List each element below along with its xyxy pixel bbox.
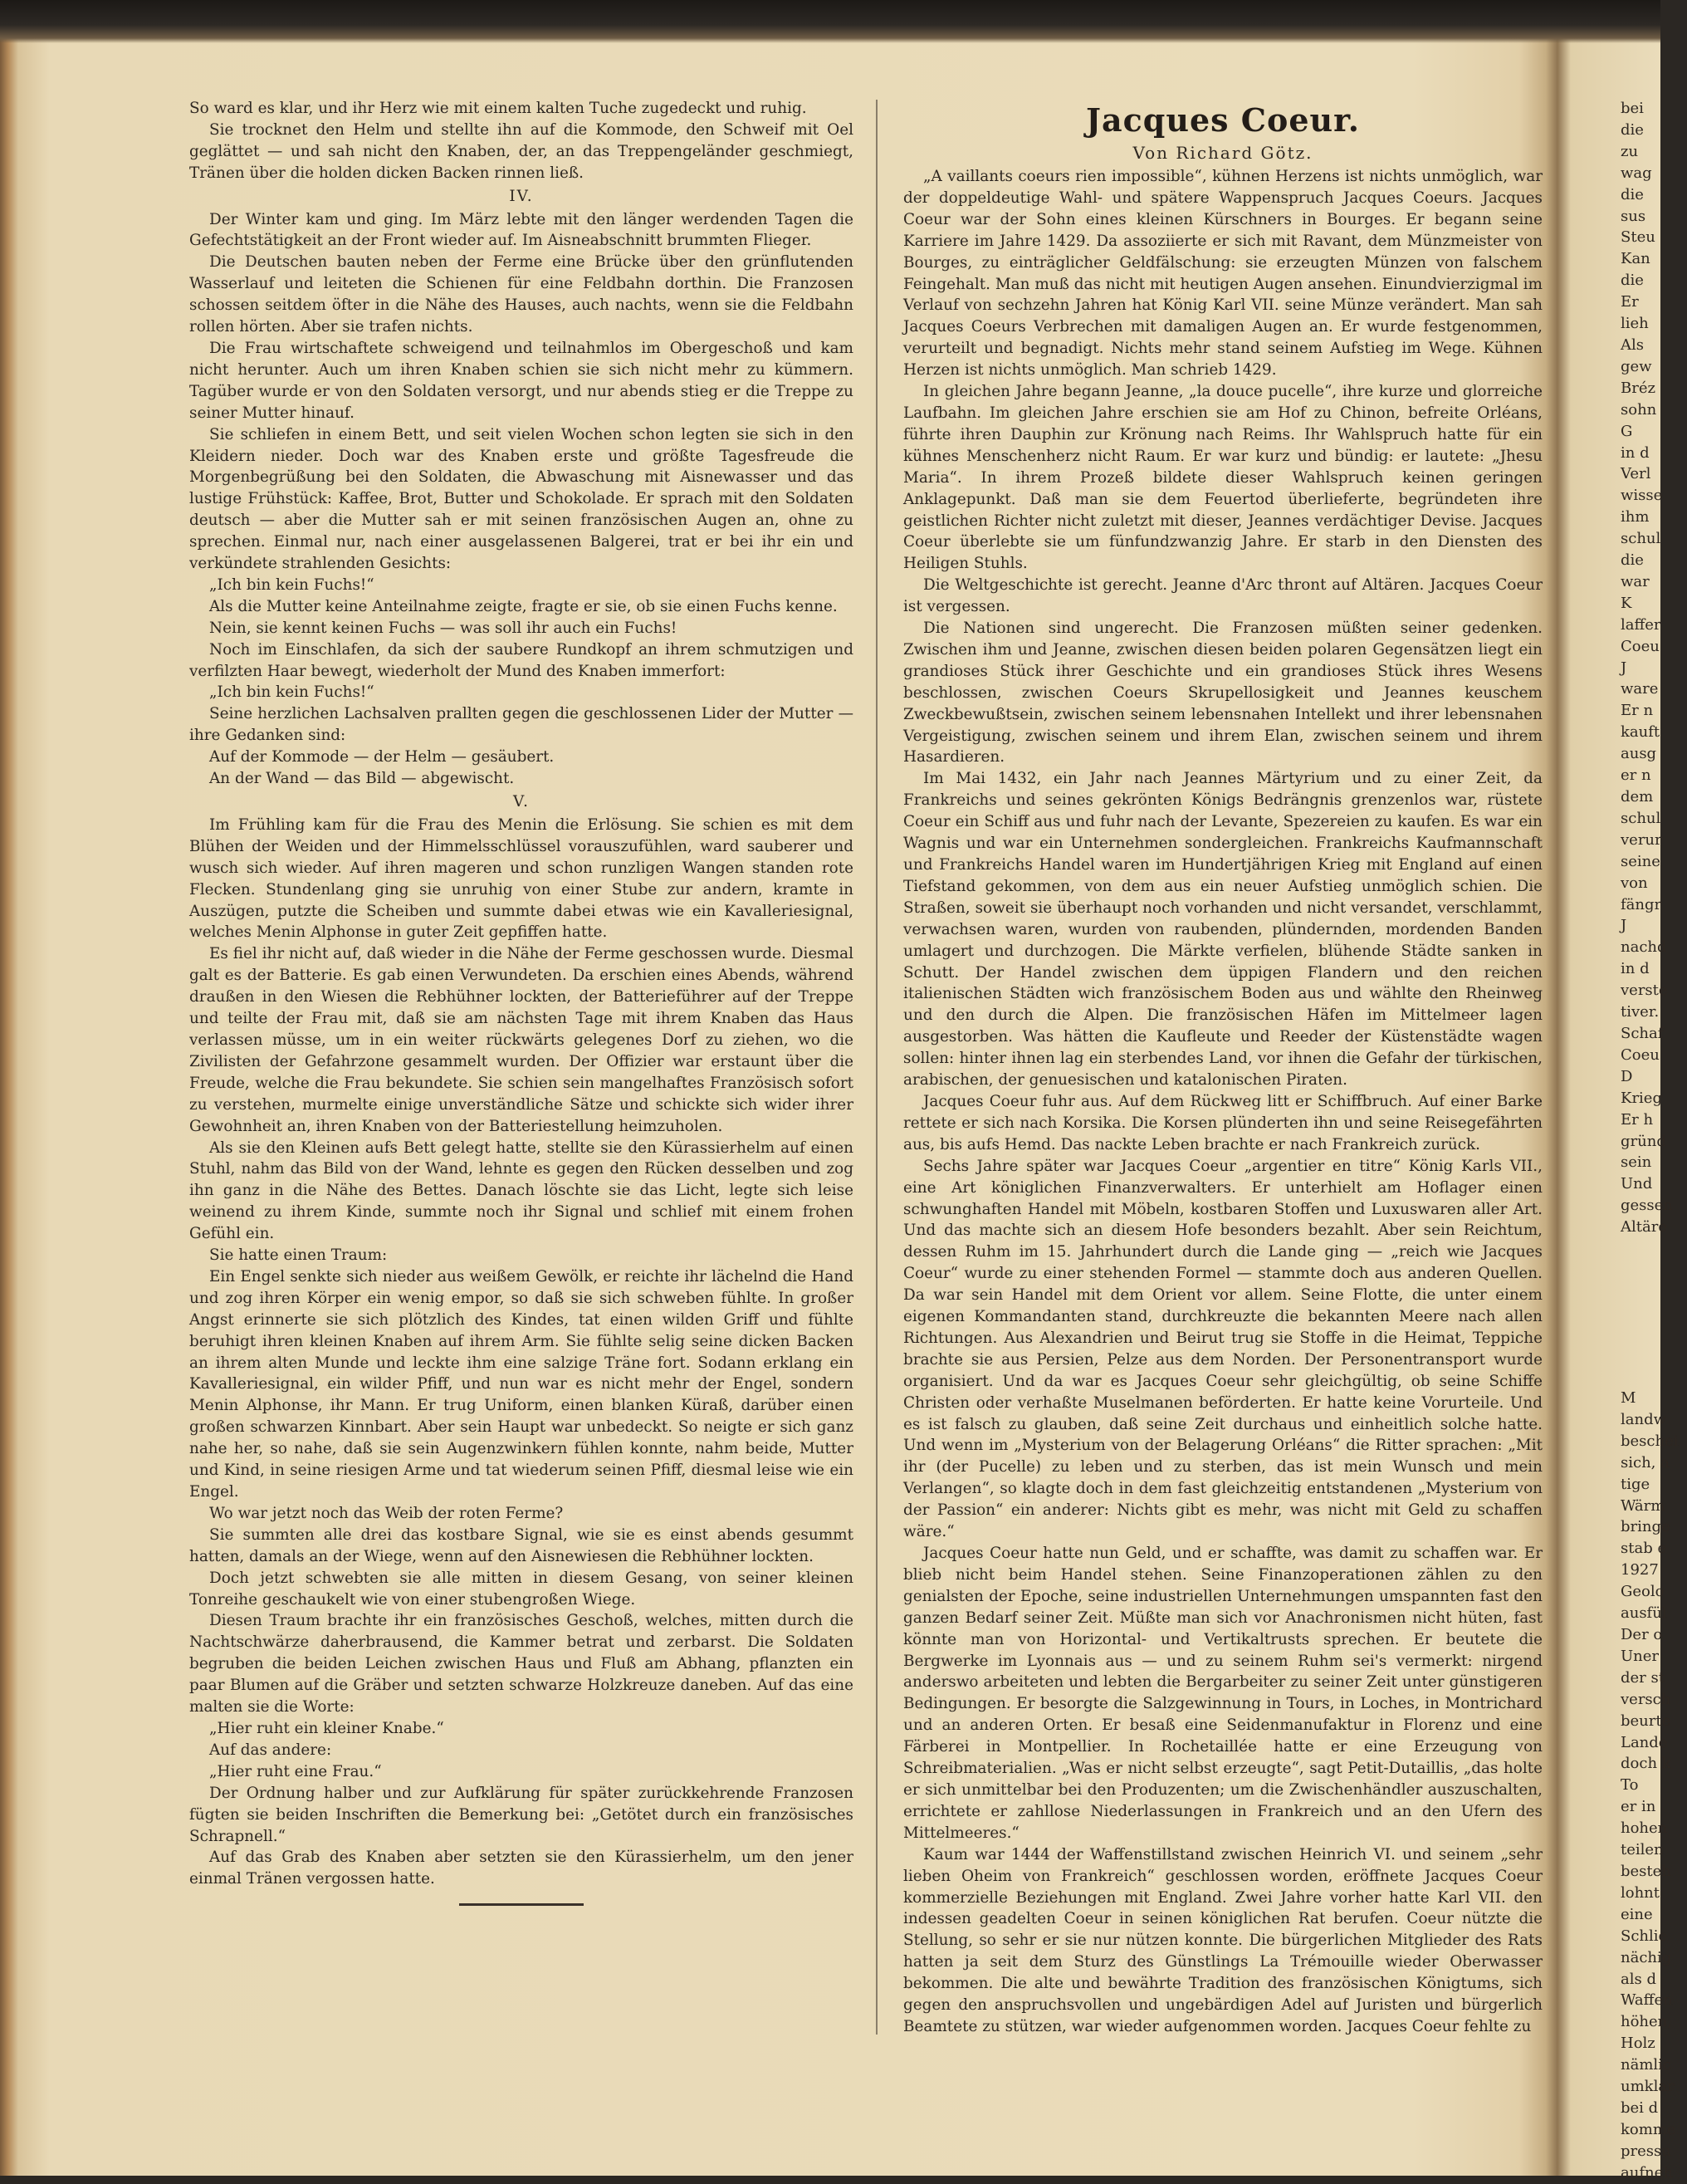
paragraph: Im Mai 1432, ein Jahr nach Jeannes Märtyrium und zu einer Zeit, da Frankreichs und seines gekrönten Königs Bedrängnis grenzenlos war, rüstete Coeur ein Schiff aus und fuhr nach der Levante, Spezereien zu kaufen. Es war ein Wagnis und war ein Unternehmen sondergleichen. Frankreichs Kaufmannschaft und Frankreichs Handel waren im Hundertjährigen Krieg mit England auf einen Tiefstand gekommen, von dem aus ein neuer Aufstieg unmöglich schien. Die Straßen, soweit sie überhaupt noch vorhanden und nicht versandet, verschlammt, verwachsen waren, wurden von raubenden, plündernden, mordenden Banden umlagert und durchzogen. Die Märkte verfielen, blühende Städte sanken in Schutt. Der Handel zwischen dem üppigen Flandern und den reichen italienischen Städten wich französischem Boden aus und wählte den Rheinweg und den durch die Alpen. Die französischen Häfen im Mittelmeer lagen ausgestorben. Was hätten die Kaufleute und Reeder der Küstenstädte wagen sollen: hinter ihnen lag ein sterbendes Land, vor ihnen die Gefahr der türkischen, arabischen, der genuesischen und katalonischen Piraten. <box>903 770 1543 1090</box>
right-line-fragment: ausfül <box>1621 1604 1667 1623</box>
right-line-fragment: doch k <box>1621 1755 1671 1773</box>
paragraph: Kaum war 1444 der Waffenstillstand zwischen Heinrich VI. und seinem „sehr lieben Oheim von Frankreich“ geschlossen worden, eröffnete Jacques Coeur kommerzielle Beziehungen mit England. Zwei Jahre vorher hatte Karl VII. den indessen geadelten Coeur in seinen königlichen Rat berufen. Coeur nützte die Stellung, so sehr er sie nur nützen konnte. Die bürgerlichen Mitglieder des Rats hatten ja seit dem Sturz des Günstlings La Trémouille wieder Oberwasser bekommen. Die alte und bewährte Tradition des französischen Königtums, sich gegen den anspruchsvollen und ungebärdigen Adel auf Juristen und bürgerlich Beamtete zu stützen, war wieder aufgenommen worden. Jacques Coeur fehlte zu <box>903 1845 1543 2035</box>
paragraph: Die Weltgeschichte ist gerecht. Jeanne d'Arc thront auf Altären. Jacques Coeur ist vergessen. <box>903 576 1543 616</box>
right-line-fragment: in d <box>1621 443 1650 462</box>
right-line-fragment: versch <box>1621 1690 1671 1708</box>
paragraph: In gleichen Jahre begann Jeanne, „la douce pucelle“, ihre kurze und glorreiche Laufbahn. Im gleichen Jahre erschien sie am Hof zu Chinon, befreite Orléans, führte ihren Dauphin zur Krönung nach Reims. Ihr Wahlspruch hatte für ein kühnes Menschenherz nicht Raum. Er war kurz und bündig: er lautete: „Jhesu Maria“. In ihrem Prozeß bildete dieser Wahlspruch keinen geringen Anklagepunkt. Daß man sie dem Feuertod überlieferte, begründeten ihre geistlichen Richter nicht zuletzt mit dieser, Jeannes verdächtiger Devise. Jacques Coeur überlebte sie um fünfundzwanzig Jahre. Er starb in den Diensten des Heiligen Stuhls. <box>903 383 1543 573</box>
right-line-fragment: zu <box>1621 142 1639 160</box>
paragraph: Ein Engel senkte sich nieder aus weißem Gewölk, er reichte ihr lächelnd die Hand und zog ihren Körper ein wenig empor, so daß sie sich schweben fühlte. In großer Angst erinnerte sie sich plötzlich des Kindes, tat einen wilden Griff und fühlte beruhigt ihren kleinen Knaben auf ihrem Arm. Sie fühlte selig seine dicken Backen an ihrem alten Munde und leckte ihm eine salzige Träne fort. Sodann erklang ein Kavalleriesignal, ein wilder Pfiff, und nun war es nicht mehr der Engel, sondern Menin Alphonse, ihr Mann. Er trug Uniform, einen blanken Küraß, darüber einen großen schwarzen Kinnbart. Aber sein Haupt war unbedeckt. So neigte er sich ganz nahe her, so nahe, daß sie sein Augenzwinkern fühlen konnte, nahm beide, Mutter und Kind, in seine riesigen Arme und tat wiederum seinen Pfiff, diesmal leise wie ein Engel. <box>189 1267 853 1501</box>
right-line-fragment: ihm <box>1621 508 1650 526</box>
right-line-fragment: nachd <box>1621 938 1667 957</box>
paragraph: An der Wand — das Bild — abgewischt. <box>209 770 515 788</box>
right-line-fragment: umklar <box>1621 2078 1675 2096</box>
paragraph: Nein, sie kennt keinen Fuchs — was soll ihr auch ein Fuchs! <box>209 619 677 637</box>
right-line-fragment: kauft <box>1621 723 1660 742</box>
right-line-fragment: D <box>1621 1067 1633 1085</box>
right-line-fragment: laffer <box>1621 615 1661 634</box>
right-line-fragment: Waffen <box>1621 1991 1673 2010</box>
right-line-fragment: die <box>1621 185 1644 203</box>
right-line-fragment: Altäre <box>1621 1218 1667 1236</box>
paragraph: Auf das andere: <box>209 1741 332 1759</box>
right-line-fragment: die <box>1621 272 1644 290</box>
right-line-fragment: von <box>1621 874 1648 892</box>
right-line-fragment: in d <box>1621 960 1650 978</box>
right-line-fragment: stab e <box>1621 1540 1667 1558</box>
right-line-fragment: Uner <box>1621 1647 1660 1665</box>
section-heading: V. <box>513 793 530 810</box>
paragraph: Wo war jetzt noch das Weib der roten Ferme? <box>209 1504 564 1522</box>
right-line-fragment: gründ <box>1621 1132 1666 1150</box>
right-line-fragment: ware <box>1621 680 1659 698</box>
right-line-fragment: komme <box>1621 2120 1676 2138</box>
right-line-fragment: lieh <box>1621 315 1649 333</box>
right-column-top-fragments <box>1621 98 1687 1238</box>
paragraph: Sechs Jahre später war Jacques Coeur „argentier en titre“ König Karls VII., eine Art königlichen Finanzverwalters. Er unterhielt am Hoflager einen schwunghaften Handel mit Möbeln, kostbaren Stoffen und Luxuswaren aller Art. Und das machte sich an diesem Hofe besonders bezahlt. Aber sein Reichtum, dessen Ruhm im 15. Jahrhundert durch die Lande ging — „reich wie Jacques Coeur“ wurde zu einer stehenden Formel — stammte doch aus anderen Quellen. Da war sein Handel mit dem Orient vor allem. Seine Flotte, die unter einem eigenen Kommandanten stand, durchkreuzte die bekannten Meere nach allen Richtungen. Aus Alexandrien und Beirut trug sie Stoffe in die Heimat, Teppiche brachte sie aus Persien, Pelze aus dem Norden. Der Personentransport wurde organisiert. Und da war es Jacques Coeur sehr gleichgültig, ob seine Schiffe Christen oder verhaßte Muselmanen beförderten. Er hatte keine Vorurteile. Und es ist falsch zu glauben, daß seine Zeit durchaus und einheitlich solche hatte. Und wenn im „Mysterium von der Belagerung Orléans“ die Ritter sprachen: „Mit ihr (der Pucelle) zu leben und zu sterben, das ist mein Wunsch und mein Verlangen“, so klagte doch in dem fast gleichzeitig entstandenen „Mysterium von der Passion“ ein anderer: Nichts gibt es mehr, was nicht mit Geld zu schaffen wäre.“ <box>903 1157 1543 1541</box>
right-line-fragment: er n <box>1621 766 1651 785</box>
right-line-fragment: Schaf <box>1621 1024 1664 1042</box>
right-line-fragment: seine <box>1621 852 1660 870</box>
right-line-fragment: die <box>1621 120 1644 139</box>
cut-off-column-right <box>1621 98 1687 2184</box>
right-line-fragment: Coeu <box>1621 1045 1660 1064</box>
right-line-fragment: Krieg <box>1621 1089 1662 1107</box>
right-line-fragment: landw <box>1621 1410 1667 1428</box>
right-line-fragment: J <box>1621 659 1627 677</box>
section-heading: IV. <box>509 187 534 205</box>
paragraph: Auf der Kommode — der Helm — gesäubert. <box>209 748 555 766</box>
paragraph: So ward es klar, und ihr Herz wie mit einem kalten Tuche zugedeckt und ruhig. <box>189 100 807 117</box>
right-line-fragment: beurte <box>1621 1711 1671 1730</box>
right-line-fragment: wag <box>1621 164 1652 182</box>
right-line-fragment: als d <box>1621 1970 1656 1988</box>
paragraph: Jacques Coeur hatte nun Geld, und er schaffte, was damit zu schaffen war. Er blieb nicht beim Handel stehen. Seine Finanzoperationen zählen zu den genialsten der Epoche, seine industriellen Unternehmungen umspannten fast den ganzen Bedarf seiner Zeit. Müßte man sich vor Anachronismen nicht hüten, fast könnte man von Horizontal- und Vertikaltrusts sprechen. Er beutete die Bergwerke im Lyonnais aus — und zu seinem Ruhm sei's vermerkt: nirgend anderswo arbeiteten und lebten die Bergarbeiter zu seiner Zeit unter günstigeren Bedingungen. Er besorgte die Salzgewinnung in Tours, in Loches, in Montrichard und an anderen Orten. Er besaß eine Seidenmanufaktur in Florenz und eine Färberei in Montpellier. In Rochetaillée hatte er eine Erzeugung von Schreibmaterialien. „Was er nicht selbst erzeugte“, sagt Petit-Dutaillis, „das holte er sich unmittelbar bei den Produzenten; um die Zwischenhändler auszuschalten, errichtete er zahllose Niederlassungen in Frankreich und an den Ufern des Mittelmeeres.“ <box>903 1545 1543 1842</box>
right-line-fragment: verur <box>1621 830 1662 849</box>
paragraph: Es fiel ihr nicht auf, daß wieder in die Nähe der Ferme geschossen wurde. Diesmal galt es der Batterie. Es gab einen Verwundeten. Da erschien eines Abends, während draußen in den Wiesen die Rebhühner lockten, der Batterieführer auf der Treppe und teilte der Frau mit, daß sie am nächsten Tage mit ihrem Knaben das Haus verlassen müsse, um in ein weiter rückwärts gelegenes Dorf zu ziehen, wo die Zivilisten der Gefahrzone gesammelt wurden. Der Offizier war erstaunt über die Freude, welche die Frau bekundete. Sie schien sein mangelhaftes Französisch sofort zu verstehen, murmelte einige unverständliche Sätze und schickte sich wider ihrer Gewohnheit an, ihren Knaben von der Batteriestellung heimzuholen. <box>189 945 853 1135</box>
right-line-fragment: Verl <box>1621 465 1651 483</box>
right-line-fragment: K <box>1621 594 1632 612</box>
right-line-fragment: Kan <box>1621 250 1650 268</box>
paragraph: Der Winter kam und ging. Im März lebte mit den länger werdenden Tagen die Gefechtstätigkeit an der Front wieder auf. Im Aisneabschnitt brummten Flieger. <box>189 210 853 250</box>
right-line-fragment: Wärm <box>1621 1496 1665 1515</box>
right-line-fragment: bringe <box>1621 1518 1670 1536</box>
right-line-fragment: schul <box>1621 530 1661 548</box>
paragraph: „Ich bin kein Fuchs!“ <box>209 575 374 594</box>
right-line-fragment: Lande <box>1621 1733 1668 1751</box>
right-line-fragment: er in <box>1621 1798 1656 1816</box>
paragraph: Im Frühling kam für die Frau des Menin die Erlösung. Sie schien es mit dem Blühen der Weiden und der Himmelsschlüssel vorauszufühlen, ward sauberer und wusch sich wieder. Auf ihren mageren und schon runzligen Wangen standen rote Flecken. Stundenlang ging sie unruhig von einer Stube zur andern, kramte in Auszügen, putzte die Scheiben und summte dabei etwas wie ein Kavalleriesignal, welches Menin Alphonse in guter Zeit gepfiffen hatte. <box>189 815 853 942</box>
page-top-edge <box>0 0 1660 43</box>
right-line-fragment: Schlie <box>1621 1927 1668 1945</box>
paragraph: Sie trocknet den Helm und stellte ihn auf die Kommode, den Schweif mit Oel geglättet — und sah nicht den Knaben, der, an das Treppengeländer geschmiegt, Tränen über die holden dicken Backen rinnen ließ. <box>189 120 853 182</box>
right-line-fragment: Als <box>1621 335 1644 354</box>
paragraph: Sie schliefen in einem Bett, und seit vielen Wochen schon legten sie sich in den Kleidern nieder. Doch war des Knaben erste und größte Tagesfreude die Morgenbegrüßung bei den Soldaten, die Abwaschung mit Aisnewasser und das lustige Frühstück: Kaffee, Brot, Butter und Schokolade. Er sprach mit den Soldaten deutsch — aber die Mutter sah er mit seinen französischen Augen an, ohne zu sprechen. Einmal nur, nach einer ausgelassenen Balgerei, trat er bei ihr ein und verkündete strahlenden Gesichts: <box>189 425 853 573</box>
right-line-fragment: G <box>1621 422 1633 440</box>
right-line-fragment: die <box>1621 551 1644 570</box>
right-line-fragment: höhen, <box>1621 2013 1672 2031</box>
paragraph: Als die Mutter keine Anteilnahme zeigte, fragte er sie, ob sie einen Fuchs kenne. <box>209 597 838 615</box>
right-line-fragment: ausg <box>1621 745 1657 763</box>
right-line-fragment: tiver. <box>1621 1003 1660 1021</box>
paragraph: Diesen Traum brachte ihr ein französisches Geschoß, welches, mitten durch die Nachtschwärze daherbrausend, die Kammer betrat und zerbarst. Die Soldaten begruben die beiden Leichen zwischen Haus und Fluß am Abhang, pflanzten ein paar Blumen auf die Gräber und setzten schwarze Holzkreuze daneben. Auf das eine malten sie die Worte: <box>189 1612 853 1716</box>
right-line-fragment: beschei <box>1621 1432 1679 1450</box>
right-line-fragment: Er n <box>1621 702 1654 720</box>
right-line-fragment: To <box>1621 1776 1639 1795</box>
right-line-fragment: Geolo <box>1621 1583 1665 1601</box>
right-line-fragment: eine <box>1621 1905 1653 1923</box>
article-byline: Von Richard Götz. <box>1132 143 1313 163</box>
story-column-left <box>189 98 853 1906</box>
right-line-fragment: Er h <box>1621 1110 1654 1129</box>
right-line-fragment: sus <box>1621 207 1646 225</box>
paragraph: Auf das Grab des Knaben aber setzten sie den Kürassierhelm, um den jener einmal Tränen vergossen hatte. <box>189 1849 853 1888</box>
right-line-fragment: Und <box>1621 1175 1653 1193</box>
right-line-fragment: bei <box>1621 100 1644 117</box>
right-line-fragment: Er <box>1621 293 1639 311</box>
right-line-fragment: Holz <box>1621 2035 1655 2053</box>
paragraph: „A vaillants coeurs rien impossible“, kühnen Herzens ist nichts unmöglich, war der doppeldeutige Wahl- und spätere Wappenspruch Jacques Coeurs. Jacques Coeur war der Sohn eines kleinen Kürschners in Bourges. Er begann seine Karriere im Jahre 1429. Da assoziierte er sich mit Ravant, dem Münzmeister von Bourges, zu einträglicher Geldfälschung: sie erzeugten Münzen von falschem Feingehalt. Man muß das nicht mit heutigen Augen ansehen. Einundvierzigmal im Verlauf von sechzehn Jahren hat König Karl VII. seine Münze verändert. Man sah Jacques Coeurs Verbrechen mit damaligen Augen an. Er wurde festgenommen, verurteilt und begnadigt. Nichts mehr stand seinem Aufstieg im Wege. Kühnen Herzen ist nichts unmöglich. Man schrieb 1429. <box>903 168 1543 380</box>
right-column-bottom-fragments <box>1621 1388 1687 2184</box>
right-line-fragment: Der o <box>1621 1626 1663 1643</box>
article-title: Jacques Coeur. <box>1086 101 1360 139</box>
right-line-fragment: Coeu <box>1621 637 1660 655</box>
right-line-fragment: schul <box>1621 809 1661 827</box>
end-rule <box>459 1903 584 1906</box>
paragraph: Noch im Einschlafen, da sich der saubere Rundkopf an ihrem schmutzigen und verfilzten Haar bewegt, wiederholt der Mund des Knaben immerfort: <box>189 640 853 680</box>
right-line-fragment: besteh <box>1621 1862 1671 1880</box>
paragraph: Jacques Coeur fuhr aus. Auf dem Rückweg litt er Schiffbruch. Auf einer Barke rettete er sich nach Korsika. Die Korsen plünderten ihn und seine Reisegefährten aus, bis aufs Hemd. Das nackte Leben brachte er nach Frankreich zurück. <box>903 1092 1543 1153</box>
article-column-jacques-coeur <box>903 98 1543 2038</box>
paragraph: Die Frau wirtschaftete schweigend und teilnahmlos im Obergeschoß und kam nicht herunter. Auch um ihren Knaben schien sie sich nicht mehr zu kümmern. Tagüber wurde er von den Soldaten versorgt, und nur abends stieg er die Treppe zu seiner Mutter hinauf. <box>189 339 853 422</box>
right-line-fragment: pressu <box>1621 2142 1671 2160</box>
paragraph: Der Ordnung halber und zur Aufklärung für später zurückkehrende Franzosen fügten sie beiden Inschriften die Bemerkung bei: „Getötet durch ein französisches Schrapnell.“ <box>189 1784 853 1845</box>
paragraph: Sie hatte einen Traum: <box>209 1246 388 1265</box>
paragraph: Als sie den Kleinen aufs Bett gelegt hatte, stellte sie den Kürassierhelm auf einen Stuhl, nahm das Bild von der Wand, lehnte es gegen den Rücken desselben und zog ihn ganz in die Nähe des Bettes. Danach löschte sie das Licht, legte sich leise weinend zu ihrem Kinde, summte noch ihr Signal und schlief mit einem frohen Gefühl ein. <box>189 1139 853 1243</box>
right-line-fragment: bei d <box>1621 2098 1659 2117</box>
right-line-fragment: sohn <box>1621 400 1657 419</box>
right-line-fragment: Bréz <box>1621 379 1655 397</box>
right-line-fragment: 1927 <box>1621 1561 1659 1579</box>
paragraph: Doch jetzt schwebten sie alle mitten in diesem Gesang, von seiner kleinen Tonreihe geschaukelt wie von einer stubengroßen Wiege. <box>189 1569 853 1609</box>
right-line-fragment: gessen <box>1621 1197 1673 1215</box>
right-column-gap <box>1621 1238 1687 1388</box>
right-line-fragment: M <box>1621 1389 1636 1408</box>
right-line-fragment: aufneh <box>1621 2163 1673 2182</box>
right-line-fragment: dem <box>1621 788 1654 806</box>
right-line-fragment: verste <box>1621 982 1668 1000</box>
right-line-fragment: war <box>1621 572 1650 590</box>
right-line-fragment: tige <box>1621 1475 1650 1493</box>
paragraph: „Hier ruht ein kleiner Knabe.“ <box>209 1719 444 1737</box>
right-line-fragment: Steu <box>1621 228 1655 247</box>
right-line-fragment: der st <box>1621 1668 1665 1687</box>
right-line-fragment: teilen <box>1621 1841 1664 1859</box>
right-line-fragment: wisse <box>1621 487 1663 505</box>
column-divider <box>876 100 878 2035</box>
right-line-fragment: lohnt <box>1621 1883 1660 1902</box>
right-line-fragment: fängr <box>1621 895 1662 913</box>
paragraph: Seine herzlichen Lachsalven prallten gegen die geschlossenen Lider der Mutter — ihre Gedanken sind: <box>189 705 853 745</box>
right-line-fragment: gew <box>1621 357 1652 375</box>
paragraph: Die Nationen sind ungerecht. Die Franzosen müßten seiner gedenken. Zwischen ihm und Jeanne, zwischen diesen beiden polaren Gegensätzen liegt ein grandioses Stück ihrer Geschichte und ein grandioses Stück ihres Wesens beschlossen, zwischen Coeurs Skrupellosigkeit und Jeannes keuschem Zweckbewußtsein, zwischen seinem lebensnahen Intellekt und ihrer lebensnahen Vergeistigung, zwischen seinem und ihrem Elan, zwischen seinem und ihrem Hasardieren. <box>903 619 1543 766</box>
right-line-fragment: sein <box>1621 1153 1652 1172</box>
right-line-fragment: nächig <box>1621 1948 1672 1966</box>
right-line-fragment: nämlic <box>1621 2056 1671 2074</box>
paragraph: Sie summten alle drei das kostbare Signal, wie sie es einst abends gesummt hatten, damals an der Wiege, wenn auf den Aisnewiesen die Rebhühner lockten. <box>189 1525 853 1565</box>
paragraph: „Hier ruht eine Frau.“ <box>209 1762 382 1780</box>
right-line-fragment: hohen <box>1621 1819 1668 1838</box>
right-line-fragment: J <box>1621 917 1627 935</box>
paragraph: Die Deutschen bauten neben der Ferme eine Brücke über den grünflutenden Wasserlauf und leiteten die Schienen für eine Feldbahn dorthin. Die Franzosen schossen seitdem öfter in die Nähe des Hauses, auch nachts, wenn sie die Feldbahn rollen hörten. Aber sie trafen nichts. <box>189 253 853 336</box>
paragraph: „Ich bin kein Fuchs!“ <box>209 683 374 702</box>
right-line-fragment: sich, a <box>1621 1453 1670 1472</box>
